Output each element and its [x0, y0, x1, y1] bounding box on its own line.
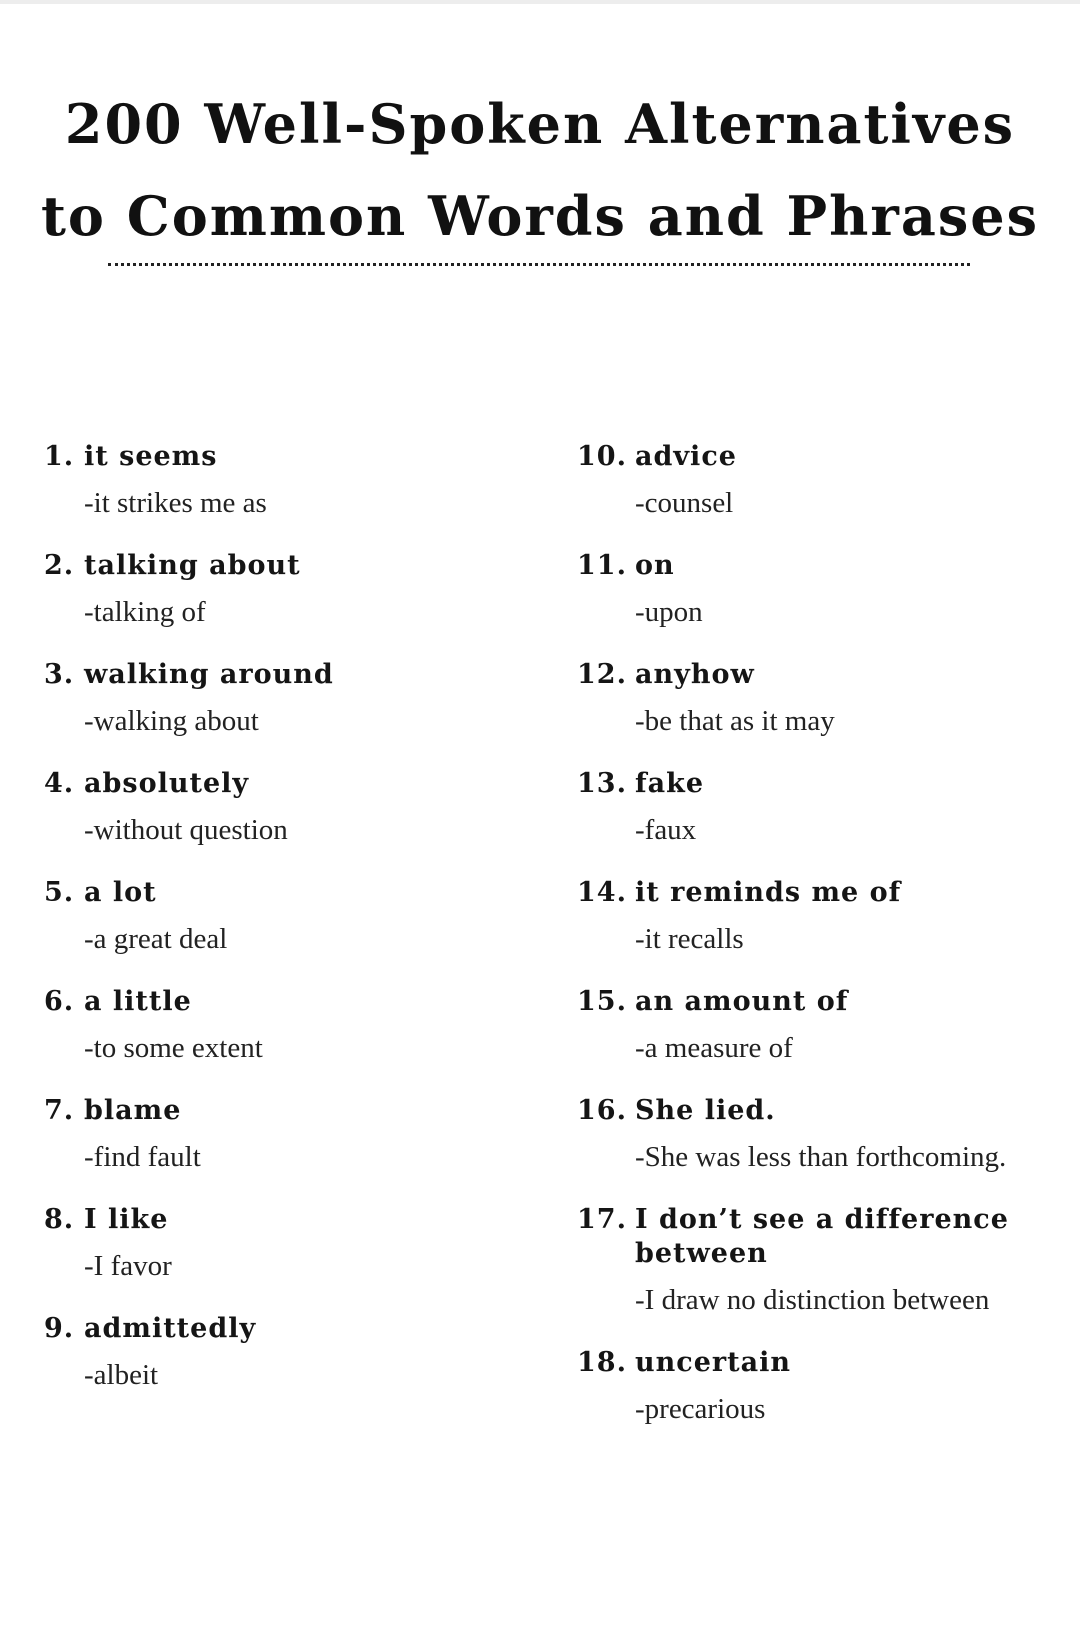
list-item: [577, 549, 1077, 629]
alternative-phrase: -walking about: [84, 705, 259, 737]
common-phrase: fake: [635, 768, 704, 799]
common-phrase: uncertain: [635, 1347, 791, 1378]
entry-number: 17.: [577, 1204, 627, 1235]
top-edge: [0, 0, 1080, 4]
common-phrase: talking about: [84, 550, 301, 581]
alternative-phrase: -precarious: [635, 1393, 766, 1425]
entry-heading: [44, 1312, 544, 1346]
common-phrase: on: [635, 550, 675, 581]
entry-number: 12.: [577, 659, 627, 690]
list-item: [577, 767, 1077, 847]
entry-heading: [577, 549, 1077, 583]
entry-heading: [577, 1346, 1077, 1380]
list-item: [577, 1203, 1077, 1317]
entry-number: 1.: [44, 441, 75, 472]
left-column: [44, 440, 544, 1421]
list-item: [44, 767, 544, 847]
common-phrase: I like: [84, 1204, 169, 1235]
alternative-phrase: -to some extent: [84, 1032, 263, 1064]
page-title: [0, 78, 1080, 262]
right-column: [577, 440, 1077, 1455]
alternative-phrase: -I favor: [84, 1250, 172, 1282]
common-phrase: a lot: [84, 877, 157, 908]
list-item: [577, 440, 1077, 520]
list-item: [577, 1346, 1077, 1426]
entry-heading: [44, 1094, 544, 1128]
common-phrase: it seems: [84, 441, 218, 472]
list-item: [44, 658, 544, 738]
alternative-phrase: -it strikes me as: [84, 487, 267, 519]
entry-heading: [577, 876, 1077, 910]
list-item: [577, 1094, 1077, 1174]
alternative-phrase: -albeit: [84, 1359, 159, 1391]
alternative-phrase: -find fault: [84, 1141, 201, 1173]
entry-heading: [44, 658, 544, 692]
common-phrase: absolutely: [84, 768, 250, 799]
alternative-phrase: -without question: [84, 814, 288, 846]
entry-number: 9.: [44, 1313, 75, 1344]
entry-heading: [577, 1094, 1077, 1128]
common-phrase: it reminds me of: [635, 877, 902, 908]
list-item: [44, 1203, 544, 1283]
entry-heading: [44, 549, 544, 583]
alternative-phrase: -it recalls: [635, 923, 744, 955]
list-item: [44, 876, 544, 956]
list-item: [44, 549, 544, 629]
alternative-phrase: -talking of: [84, 596, 206, 628]
common-phrase: blame: [84, 1095, 182, 1126]
entry-number: 18.: [577, 1347, 627, 1378]
entry-heading: [577, 440, 1077, 474]
entry-number: 16.: [577, 1095, 627, 1126]
list-item: [44, 1312, 544, 1392]
title-line-1: 200 Well-Spoken Alternatives: [64, 92, 1016, 156]
entry-number: 6.: [44, 986, 75, 1017]
list-item: [577, 985, 1077, 1065]
alternative-phrase: -I draw no distinction between: [635, 1284, 990, 1316]
alternative-phrase: -upon: [635, 596, 703, 628]
common-phrase: an amount of: [635, 986, 849, 1017]
entry-number: 15.: [577, 986, 627, 1017]
alternative-phrase: -be that as it may: [635, 705, 835, 737]
entry-heading: [44, 985, 544, 1019]
entry-number: 7.: [44, 1095, 75, 1126]
entry-number: 2.: [44, 550, 75, 581]
list-item: [577, 876, 1077, 956]
entry-number: 13.: [577, 768, 627, 799]
common-phrase: a little: [84, 986, 192, 1017]
entry-heading: [44, 1203, 544, 1237]
list-item: [44, 440, 544, 520]
entry-number: 4.: [44, 768, 75, 799]
entry-heading: [577, 985, 1077, 1019]
list-item: [44, 985, 544, 1065]
entry-number: 11.: [577, 550, 627, 581]
entry-heading: [577, 658, 1077, 692]
entry-number: 10.: [577, 441, 627, 472]
entry-number: 5.: [44, 877, 75, 908]
entry-heading: [44, 876, 544, 910]
common-phrase: walking around: [84, 659, 334, 690]
list-item: [577, 658, 1077, 738]
entry-number: 8.: [44, 1204, 75, 1235]
alternative-phrase: -a great deal: [84, 923, 228, 955]
alternative-phrase: -faux: [635, 814, 697, 846]
entry-heading: [577, 1203, 1077, 1271]
common-phrase: admittedly: [84, 1313, 257, 1344]
alternative-phrase: -counsel: [635, 487, 734, 519]
entry-heading: [577, 767, 1077, 801]
dotted-divider: [108, 263, 970, 266]
entry-heading: [44, 767, 544, 801]
alternative-phrase: -She was less than forthcoming.: [635, 1141, 1007, 1173]
entry-heading: [44, 440, 544, 474]
alternative-phrase: -a measure of: [635, 1032, 793, 1064]
entry-number: 14.: [577, 877, 627, 908]
common-phrase: advice: [635, 441, 737, 472]
common-phrase: I don’t see a difference between: [635, 1204, 1009, 1269]
entry-number: 3.: [44, 659, 75, 690]
common-phrase: anyhow: [635, 659, 755, 690]
common-phrase: She lied.: [635, 1095, 776, 1126]
list-item: [44, 1094, 544, 1174]
title-line-2: to Common Words and Phrases: [40, 184, 1040, 248]
